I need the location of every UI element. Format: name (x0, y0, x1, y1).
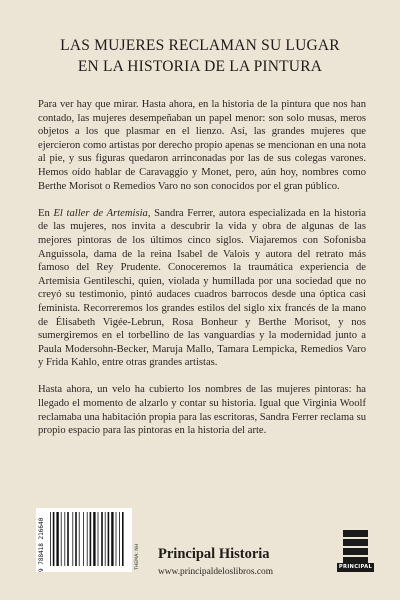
blurb-p2-prefix: En (38, 207, 54, 219)
imprint-name: Principal Historia (158, 546, 270, 562)
isbn-number: 9 788418 216640 (38, 517, 45, 572)
book-stack-icon (343, 530, 368, 564)
thema-code: THEMA: NH (135, 543, 140, 570)
headline (20, 35, 380, 77)
logo-label: PRINCIPAL (338, 564, 373, 570)
blurb (38, 98, 366, 438)
principal-logo (338, 530, 373, 572)
headline-line-1: LAS MUJERES RECLAMAN SU LUGAR (60, 37, 340, 54)
blurb-paragraph-3: Hasta ahora, un velo ha cubierto los nombres de las mujeres pintoras: ha llegado el momento de alzarlo y contar su historia. Igual que Virginia Woolf reclamaba una habitación propia para las escritoras, Sandra Ferrer reclama su propio espacio para las pintoras en la historia del arte. (38, 384, 366, 437)
barcode-bars-icon (48, 512, 128, 568)
book-title: El taller de Artemisia (53, 207, 148, 219)
publisher-website: www.principaldeloslibros.com (158, 567, 273, 577)
publisher-block (158, 546, 338, 579)
headline-line-2: EN LA HISTORIA DE LA PINTURA (77, 58, 323, 75)
blurb-paragraph-2 (38, 207, 366, 370)
blurb-p2-rest: , Sandra Ferrer, autora especializada en la historia de las mujeres, nos invita a descubrir la vida y obra de algunas de las mejores pintoras de los últimos cinco siglos. Viajaremos con Sofonisba Anguissola, dama de la reina Isabel de Valois y autora del retrato más famoso del Rey Prudente. Conoceremos la traumática experiencia de Artemisia Gentileschi, quien, violada y humillada por una sociedad que no creyó su testimonio, pintó audaces cuadros barrocos desde una óptica casi feminista. Recorreremos los grandes estilos del siglo xix francés de la mano de Élisabeth Vigée-Lebrun, Rosa Bonheur y Berthe Morisot, y nos sumergiremos en el torbellino de las vanguardias y la modernidad junto a Paula Modersohn-Becker, Maruja Mallo, Tamara Lempicka, Remedios Varo y Frida Kahlo, entre otras grandes artistas. (38, 207, 366, 369)
blurb-paragraph-1: Para ver hay que mirar. Hasta ahora, en la historia de la pintura que nos han contado, las mujeres desempeñaban un papel menor: son solo musas, meros objetos a los que plasmar en el lienzo. Así, las grandes mujeres que ejercieron como artistas por derecho propio apenas se mencionan en una nota al pie, y sus figuras quedaron arrinconadas por las de sus colegas varones. Hemos oído hablar de Caravaggio y Monet, pero, aún hoy, nombres como Berthe Morisot o Remedios Varo no son conocidos por el gran público. (38, 99, 366, 192)
barcode (36, 508, 132, 572)
